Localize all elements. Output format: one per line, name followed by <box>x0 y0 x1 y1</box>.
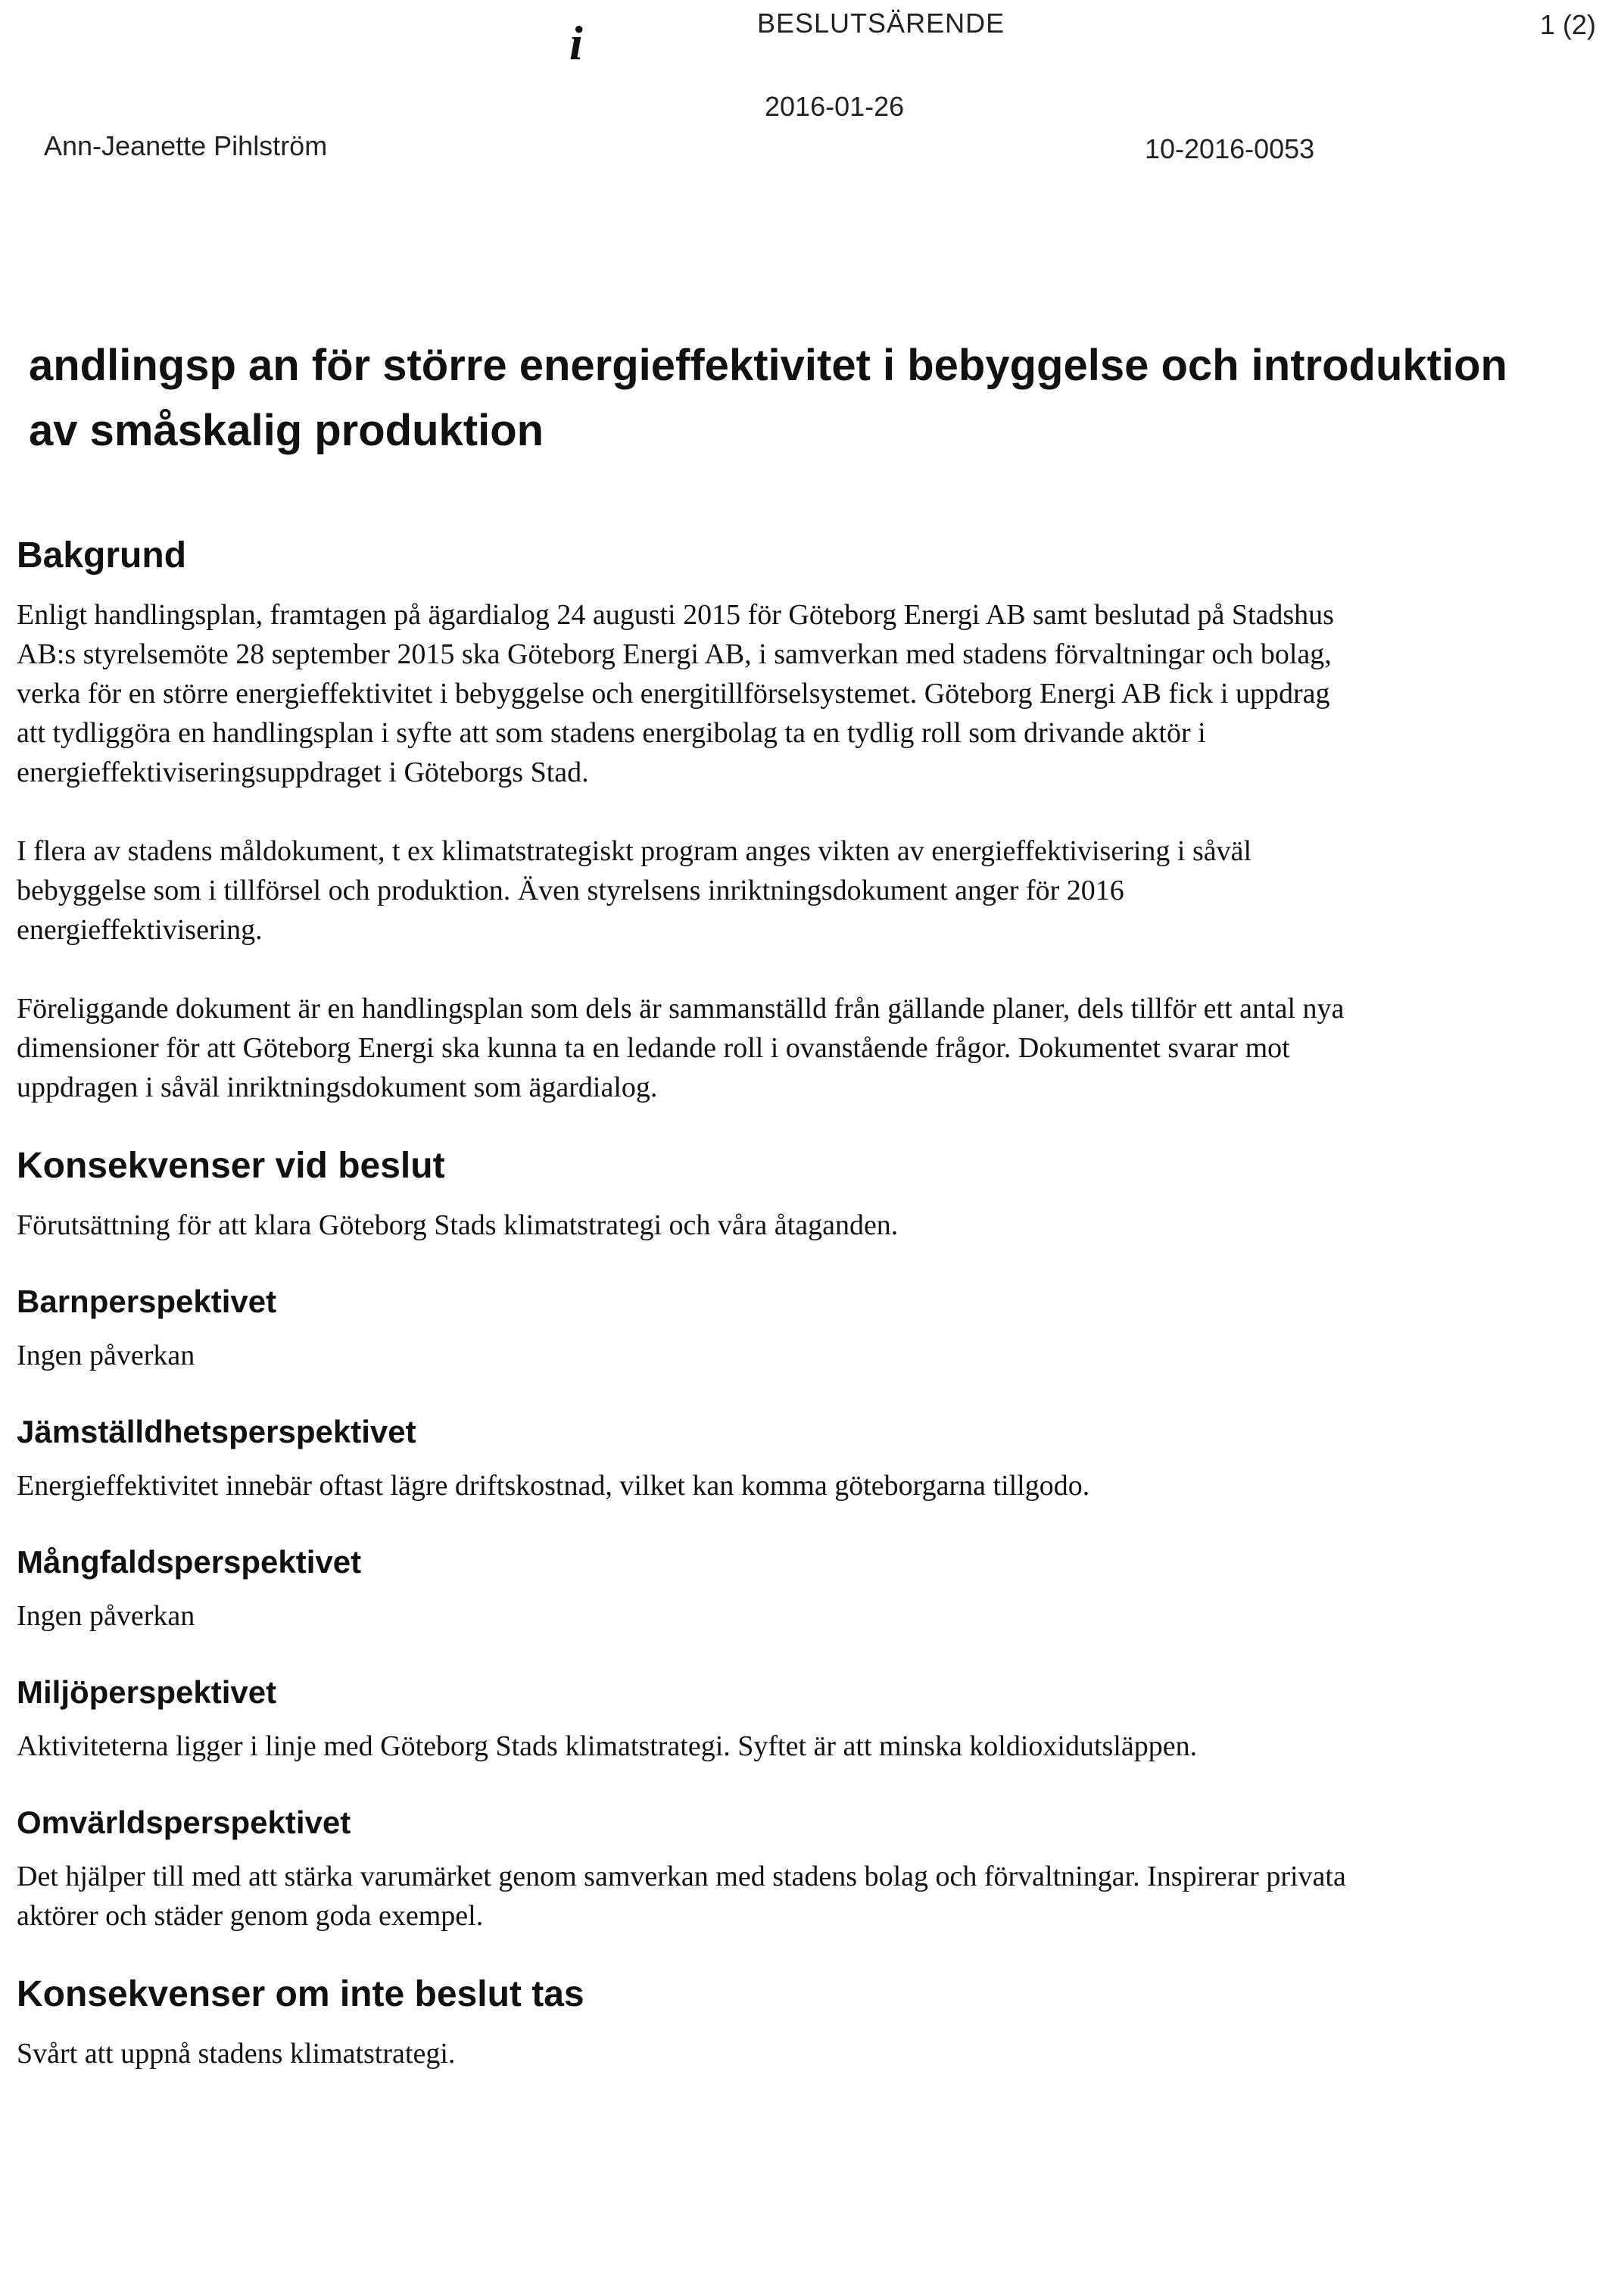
section-paragraph: Det hjälper till med att stärka varumärket genom samverkan med stadens bolag och förvaltningar. Inspirerar privata aktörer och städer genom goda exempel. <box>17 1861 1346 1932</box>
section-paragraph: Förutsättning för att klara Göteborg Stads klimatstrategi och våra åtaganden. <box>17 1209 899 1241</box>
section-konsekvenser-vid-beslut <box>17 1143 1561 1245</box>
section-heading: Omvärldsperspektivet <box>17 1805 351 1840</box>
section-heading: Konsekvenser vid beslut <box>17 1146 445 1186</box>
section-paragraph: Enligt handlingsplan, framtagen på ägardialog 24 augusti 2015 för Göteborg Energi AB samt beslutad på Stadshus AB:s styrelsemöte 28 september 2015 ska Göteborg Energi AB, i samverkan med stadens förvaltningar och bolag, verka för en större energieffektivitet i bebyggelse och energitillförselsystemet. Göteborg Energi AB fick i uppdrag att tydliggöra en handlingsplan i syfte att som stadens energibolag ta en tydlig roll som drivande aktör i energieffektiviseringsuppdraget i Göteborgs Stad. <box>17 599 1334 788</box>
page-number: 1 (2) <box>1539 9 1596 40</box>
section-paragraph: Ingen påverkan <box>17 1340 195 1371</box>
section-heading: Konsekvenser om inte beslut tas <box>17 1974 584 2014</box>
section-heading: Barnperspektivet <box>17 1284 277 1319</box>
document-title: andlingsp an för större energieffektivitet i bebyggelse och introduktion av småskalig produktion <box>29 341 1507 455</box>
section-omvarldsperspektivet <box>17 1802 1561 1936</box>
section-paragraph: Svårt att uppnå stadens klimatstrategi. <box>17 2038 456 2070</box>
section-paragraph: I flera av stadens måldokument, t ex klimatstrategiskt program anges vikten av energieffektivisering i såväl bebyggelse som i tillförsel och produktion. Även styrelsens inriktningsdokument anger för 2016 energieffektivisering. <box>17 835 1252 946</box>
section-paragraph: Föreliggande dokument är en handlingsplan som dels är sammanställd från gällande planer, dels tillför ett antal nya dimensioner för att Göteborg Energi ska kunna ta en ledande roll i ovanstående frågor. Dokumentet svarar mot uppdragen i såväl inriktningsdokument som ägardialog. <box>17 993 1345 1103</box>
author-name: Ann-Jeanette Pihlström <box>44 130 328 161</box>
reference-number: 10-2016-0053 <box>1145 133 1315 164</box>
document-body <box>17 333 1561 2110</box>
section-bakgrund <box>17 533 1561 1107</box>
section-heading: Miljöperspektivet <box>17 1674 277 1710</box>
section-mangfaldsperspektivet <box>17 1542 1561 1636</box>
handwritten-mark: i <box>569 16 583 70</box>
document-date: 2016-01-26 <box>765 91 905 122</box>
section-paragraph: Energieffektivitet innebär oftast lägre driftskostnad, vilket kan komma göteborgarna tillgodo. <box>17 1470 1090 1502</box>
section-heading: Mångfaldsperspektivet <box>17 1544 362 1580</box>
section-paragraph: Ingen påverkan <box>17 1600 195 1632</box>
section-miljoperspektivet <box>17 1672 1561 1766</box>
section-paragraph: Aktiviteterna ligger i linje med Göteborg Stads klimatstrategi. Syftet är att minska koldioxidutsläppen. <box>17 1730 1198 1762</box>
section-jamstalldhetsperspektivet <box>17 1412 1561 1505</box>
section-konsekvenser-om-inte-beslut-tas <box>17 1972 1561 2073</box>
section-barnperspektivet <box>17 1281 1561 1375</box>
section-heading: Jämställdhetsperspektivet <box>17 1414 416 1449</box>
section-heading: Bakgrund <box>17 535 187 576</box>
document-type: BESLUTSÄRENDE <box>757 8 1005 39</box>
